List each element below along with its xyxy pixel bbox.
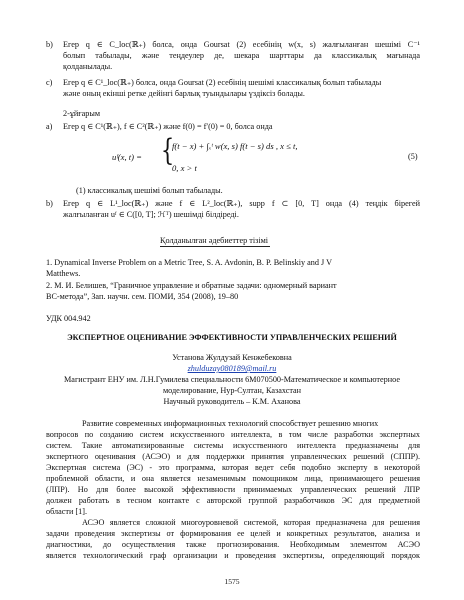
theorem-a-text: Егер q ∈ C¹(ℝ₊), f ∈ C²(ℝ₊) және f(0) = f′(0) = 0, болса онда bbox=[63, 122, 273, 131]
reference-1-line-1: 1. Dynamical Inverse Problem on a Metric Tree, S. A. Avdonin, B. P. Belinskiy and J V bbox=[46, 258, 333, 267]
affiliation-line-1: Магистрант ЕНУ им. Л.Н.Гумилева специальности 6M070500-Математическое и компьютерное bbox=[64, 375, 400, 384]
para2-line-3: диагностики, до осуществления также прогнозирования. Необходимым элементом АСЭО bbox=[46, 540, 420, 549]
article-title: ЭКСПЕРТНОЕ ОЦЕНИВАНИЕ ЭФФЕКТИВНОСТИ УПРАВЛЕНЧЕСКИХ РЕШЕНИЙ bbox=[67, 333, 397, 342]
theorem-b-line-2: жалғыланған uᶠ ∈ C([0, T]; ℋᵀ) шешімді білдіреді. bbox=[63, 210, 239, 219]
reference-2-line-2: BC-метода”, Зап. научн. сем. ПОМИ, 354 (2008), 19–80 bbox=[46, 292, 239, 301]
theorem-b-marker: b) bbox=[46, 199, 53, 208]
para1-line-2: вопросов по созданию систем искусственного интеллекта, в том числе разработки экспертных bbox=[46, 430, 420, 439]
para1-line-3: систем. Такие автоматизированные системы искусственного интеллекта предназначены для bbox=[46, 441, 420, 450]
theorem-a-marker: a) bbox=[46, 122, 53, 131]
page-number: 1575 bbox=[224, 577, 240, 586]
para1-line-5: Экспертная система (ЭС) - это программа, которая ведет себя подобно эксперту в некоторой bbox=[46, 463, 420, 472]
formula-row-1: f(t − x) + ∫ₓᵗ w(x, s) f(t − s) ds , x ≤ t, bbox=[172, 141, 298, 151]
para1-line-4: экспертного оценивания (АСЭО) и для поддержки принятия управленческих решений (СППР). bbox=[46, 452, 420, 461]
para1-line-9: области [1]. bbox=[46, 507, 88, 516]
affiliation-line-2: моделирование, Нур-Султан, Казахстан bbox=[162, 386, 302, 395]
formula-row-2: 0, x > t bbox=[172, 163, 197, 173]
supervisor: Научный руководитель – К.М. Аханова bbox=[163, 397, 301, 406]
para1-line-8: должен работать в тесном контакте с авторской группой разработчиков ЭС для предметной bbox=[46, 496, 420, 505]
udk-code: УДК 004.942 bbox=[46, 314, 91, 323]
author-email-link[interactable]: zhulduzay080189@mail.ru bbox=[187, 364, 277, 373]
reference-2-line-1: 2. М. И. Белишев, “Граничное управление и обратные задачи: одномерный вариант bbox=[46, 281, 337, 290]
reference-1-line-2: Matthews. bbox=[46, 269, 81, 278]
formula-brace: { bbox=[160, 133, 175, 168]
author-name: Установа Жулдузай Кенжебековна bbox=[172, 353, 292, 362]
author-email-row bbox=[30, 364, 434, 374]
item-b-line-2: болып табылады, және теңдеулер де, шекара шарттары да классикалық мағынада bbox=[63, 51, 420, 60]
para2-line-2: задачи проведения экспертизы от формирования ее целей и конкретных результатов, анализа и bbox=[46, 529, 420, 538]
item-b-marker: b) bbox=[46, 40, 53, 49]
theorem-b-line-1: Егер q ∈ L¹_loc(ℝ₊) және f ∈ L²_loc(ℝ₊), supp f ⊂ [0, T] онда (4) теңдік бірегей bbox=[63, 199, 420, 208]
formula-lhs: uᶠ(x, t) = bbox=[112, 152, 142, 162]
para1-line-6: проблемной области, и она является незаменимым помощником лица, принимающего решения bbox=[46, 474, 420, 483]
item-c-line-2: және оның екінші ретке дейінгі барлық туындылары үздіксіз болады. bbox=[63, 89, 305, 98]
item-b-line-1: Егер q ∈ C_loc(ℝ₊) болса, онда Goursat (2) есебінің w(x, s) жалғыланған шешімі C⁻¹ bbox=[63, 40, 420, 49]
para2-line-4: является технологический граф организации и проведения экспертизы, определяющий порядок bbox=[46, 551, 420, 560]
theorem-after-formula: (1) классикалық шешімі болып табылады. bbox=[76, 186, 223, 195]
references-heading: Қолданылған әдебиеттер тізімі bbox=[160, 236, 269, 245]
para2-line-1: АСЭО является сложной многоуровневой системой, которая предназначена для решения bbox=[82, 518, 420, 527]
item-b-line-3: қолданылады. bbox=[63, 62, 113, 71]
references-underline bbox=[160, 246, 270, 247]
item-c-marker: c) bbox=[46, 78, 53, 87]
para1-line-1: Развитие современных информационных технологий способствует решению многих bbox=[82, 419, 379, 428]
item-c-line-1: Егер q ∈ C¹_loc(ℝ₊) болса, онда Goursat (2) есебінің шешімі классикалық болып табылады bbox=[63, 78, 382, 87]
formula-number: (5) bbox=[408, 152, 418, 161]
para1-line-7: (ЛПР). Но для более высокой эффективности принимаемых управленческих решений ЛПР bbox=[46, 485, 420, 494]
theorem-title: 2-ұйғарым bbox=[63, 109, 101, 118]
